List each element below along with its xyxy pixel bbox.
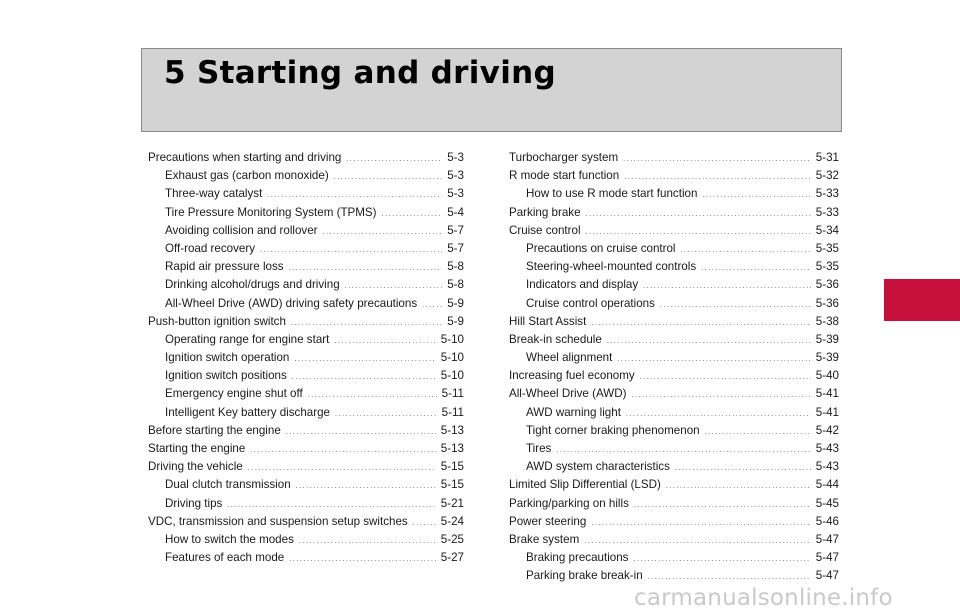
toc-entry-page: 5-46 [815,514,839,528]
toc-entry-title: Wheel alignment [526,351,613,365]
toc-entry-title: Driving tips [165,496,223,510]
toc-leader-dots [631,387,810,405]
toc-column-right [509,149,839,586]
toc-entry[interactable] [148,167,464,185]
toc-entry-title: Precautions when starting and driving [148,151,342,164]
toc-entry[interactable] [148,531,464,549]
toc-entry[interactable] [509,276,839,294]
toc-entry[interactable] [509,422,839,440]
toc-entry[interactable] [148,258,464,276]
toc-entry-title: Parking brake break-in [526,569,643,583]
toc-entry-page: 5-40 [815,369,839,383]
toc-entry-title: Ignition switch operation [165,351,290,365]
toc-entry[interactable] [148,185,464,203]
toc-leader-dots [294,351,435,369]
toc-entry-title: Parking/parking on hills [509,496,629,510]
toc-entry-title: Intelligent Key battery discharge [165,405,330,419]
toc-entry-title: VDC, transmission and suspension setup switches [148,514,408,528]
toc-entry-page: 5-7 [447,223,464,237]
toc-entry-title: Dual clutch transmission [165,478,291,492]
toc-entry-page: 5-47 [815,569,839,583]
toc-entry-page: 5-3 [447,187,464,201]
toc-entry-title: Three-way catalyst [165,187,263,201]
toc-leader-dots [422,297,442,315]
toc-leader-dots [335,406,437,424]
toc-leader-dots [675,460,811,478]
toc-entry[interactable] [148,385,464,403]
toc-leader-dots [643,278,811,296]
toc-leader-dots [634,497,811,515]
toc-entry-title: Driving the vehicle [148,460,243,474]
chapter-header [141,48,842,132]
chapter-tab-marker [884,279,960,321]
toc-leader-dots [296,478,436,496]
toc-leader-dots [701,260,811,278]
toc-entry[interactable] [509,567,839,585]
toc-leader-dots [334,169,443,187]
toc-leader-dots [346,151,442,169]
toc-entry[interactable] [148,404,464,422]
toc-entry[interactable] [148,422,464,440]
toc-leader-dots [705,424,811,442]
toc-entry-page: 5-47 [815,551,839,565]
toc-entry[interactable] [509,404,839,422]
toc-entry[interactable] [509,149,839,167]
toc-entry-page: 5-10 [440,332,464,346]
toc-entry-title: Brake system [509,532,580,546]
toc-leader-dots [591,515,810,533]
toc-leader-dots [286,424,436,442]
toc-entry-page: 5-11 [441,387,464,401]
toc-leader-dots [633,551,810,569]
toc-entry-page: 5-41 [815,387,839,401]
toc-entry[interactable] [509,240,839,258]
toc-entry[interactable] [509,313,839,331]
toc-leader-dots [323,224,443,242]
chapter-title: 5 Starting and driving [164,55,556,91]
toc-entry-page: 5-9 [447,314,464,328]
toc-entry-page: 5-33 [815,187,839,201]
toc-entry-page: 5-34 [815,223,839,237]
toc-entry-page: 5-45 [815,496,839,510]
toc-entry-page: 5-47 [815,532,839,546]
toc-entry[interactable] [509,331,839,349]
toc-entry-page: 5-10 [440,369,464,383]
toc-entry-page: 5-31 [815,151,839,164]
toc-entry-page: 5-11 [441,405,464,419]
toc-leader-dots [334,333,435,351]
toc-entry-page: 5-43 [815,442,839,455]
toc-entry[interactable] [148,295,464,313]
toc-entry-title: Tires [526,442,552,455]
toc-entry-title: Steering-wheel-mounted controls [526,260,697,274]
toc-entry[interactable] [509,513,839,531]
toc-entry-page: 5-3 [447,151,464,164]
toc-entry[interactable] [148,495,464,513]
toc-entry-page: 5-42 [815,423,839,437]
toc-column-left [148,149,464,567]
toc-entry-page: 5-4 [447,205,464,219]
toc-entry-title: Tire Pressure Monitoring System (TPMS) [165,205,377,219]
toc-entry[interactable] [148,222,464,240]
toc-leader-dots [299,533,436,551]
toc-entry-page: 5-15 [440,460,464,474]
toc-entry[interactable] [509,349,839,367]
toc-entry-page: 5-27 [440,551,464,565]
toc-entry-title: Cruise control [509,223,581,237]
toc-entry[interactable] [509,367,839,385]
toc-entry-title: All-Wheel Drive (AWD) [509,387,627,401]
toc-leader-dots [289,551,436,569]
toc-entry-page: 5-35 [815,260,839,274]
toc-entry[interactable] [148,458,464,476]
toc-entry-page: 5-3 [447,169,464,183]
toc-entry-title: Braking precautions [526,551,629,565]
toc-entry[interactable] [509,295,839,313]
toc-entry[interactable] [148,367,464,385]
toc-entry-title: How to switch the modes [165,532,294,546]
toc-entry-title: Avoiding collision and rollover [165,223,318,237]
toc-entry-page: 5-32 [815,169,839,183]
toc-entry-page: 5-8 [447,260,464,274]
toc-entry[interactable] [509,204,839,222]
toc-entry-title: Exhaust gas (carbon monoxide) [165,169,329,183]
toc-entry-page: 5-25 [440,532,464,546]
toc-entry-page: 5-21 [440,496,464,510]
toc-entry-title: Before starting the engine [148,423,281,437]
toc-entry-title: Emergency engine shut off [165,387,303,401]
toc-entry[interactable] [148,331,464,349]
toc-entry-page: 5-9 [447,296,464,310]
toc-entry-page: 5-39 [815,351,839,365]
toc-entry-title: Indicators and display [526,278,639,292]
toc-entry[interactable] [509,385,839,403]
toc-leader-dots [586,206,811,224]
toc-entry-title: Rapid air pressure loss [165,260,284,274]
toc-entry[interactable] [148,476,464,494]
toc-entry-title: Cruise control operations [526,296,655,310]
toc-entry-page: 5-33 [815,205,839,219]
toc-entry[interactable] [509,476,839,494]
toc-entry-page: 5-35 [815,241,839,255]
toc-leader-dots [640,369,811,387]
toc-entry-page: 5-39 [815,332,839,346]
toc-entry-title: Power steering [509,514,587,528]
toc-entry-title: Turbocharger system [509,151,619,164]
toc-entry[interactable] [148,149,464,167]
toc-entry[interactable] [148,440,464,458]
toc-entry-page: 5-36 [815,296,839,310]
toc-leader-dots [260,242,442,260]
toc-entry[interactable] [509,185,839,203]
toc-leader-dots [660,297,811,315]
toc-entry-page: 5-43 [815,460,839,474]
watermark: carmanualsonline.info [634,585,893,611]
toc-entry-title: Starting the engine [148,442,246,455]
toc-entry[interactable] [148,349,464,367]
toc-entry-title: Tight corner braking phenomenon [526,423,700,437]
toc-entry-page: 5-8 [447,278,464,292]
toc-leader-dots [607,333,811,351]
toc-entry-title: Off-road recovery [165,241,255,255]
toc-entry[interactable] [148,240,464,258]
toc-entry-page: 5-38 [815,314,839,328]
toc-entry-title: Hill Start Assist [509,314,587,328]
toc-entry[interactable] [509,167,839,185]
toc-entry[interactable] [509,549,839,567]
toc-entry[interactable] [148,549,464,567]
toc-entry[interactable] [148,513,464,531]
toc-entry-page: 5-36 [815,278,839,292]
toc-entry-title: How to use R mode start function [526,187,698,201]
toc-entry[interactable] [148,313,464,331]
toc-entry-title: AWD system characteristics [526,460,670,474]
toc-entry-page: 5-15 [440,478,464,492]
toc-entry-page: 5-24 [440,514,464,528]
toc-leader-dots [413,515,436,533]
toc-entry-title: R mode start function [509,169,620,183]
toc-entry-page: 5-41 [815,405,839,419]
toc-leader-dots [292,369,436,387]
toc-entry-title: Parking brake [509,205,581,219]
toc-entry-title: Precautions on cruise control [526,241,676,255]
toc-entry-title: Push-button ignition switch [148,314,286,328]
toc-entry-page: 5-7 [447,241,464,255]
toc-entry-page: 5-44 [815,478,839,492]
toc-leader-dots [617,351,810,369]
toc-entry-page: 5-13 [440,442,464,455]
toc-entry-title: AWD warning light [526,405,621,419]
toc-entry-title: All-Wheel Drive (AWD) driving safety precautions [165,296,418,310]
toc-entry-title: Operating range for engine start [165,332,330,346]
toc-leader-dots [591,315,810,333]
toc-entry[interactable] [509,222,839,240]
toc-entry-title: Limited Slip Differential (LSD) [509,478,661,492]
toc-entry-title: Ignition switch positions [165,369,287,383]
toc-leader-dots [382,206,443,224]
toc-entry[interactable] [148,276,464,294]
toc-entry-title: Features of each mode [165,551,285,565]
toc-entry-title: Drinking alcohol/drugs and driving [165,278,340,292]
toc-entry[interactable] [509,440,839,458]
toc-entry-title: Break-in schedule [509,332,602,346]
toc-leader-dots [702,187,810,205]
toc-leader-dots [666,478,811,496]
toc-entry[interactable] [509,495,839,513]
toc-entry[interactable] [148,204,464,222]
toc-entry[interactable] [509,458,839,476]
toc-entry-title: Increasing fuel economy [509,369,635,383]
toc-leader-dots [250,442,435,460]
toc-leader-dots [623,151,811,169]
toc-entry[interactable] [509,258,839,276]
toc-entry-page: 5-10 [440,351,464,365]
toc-leader-dots [681,242,811,260]
toc-entry[interactable] [509,531,839,549]
toc-entry-page: 5-13 [440,423,464,437]
